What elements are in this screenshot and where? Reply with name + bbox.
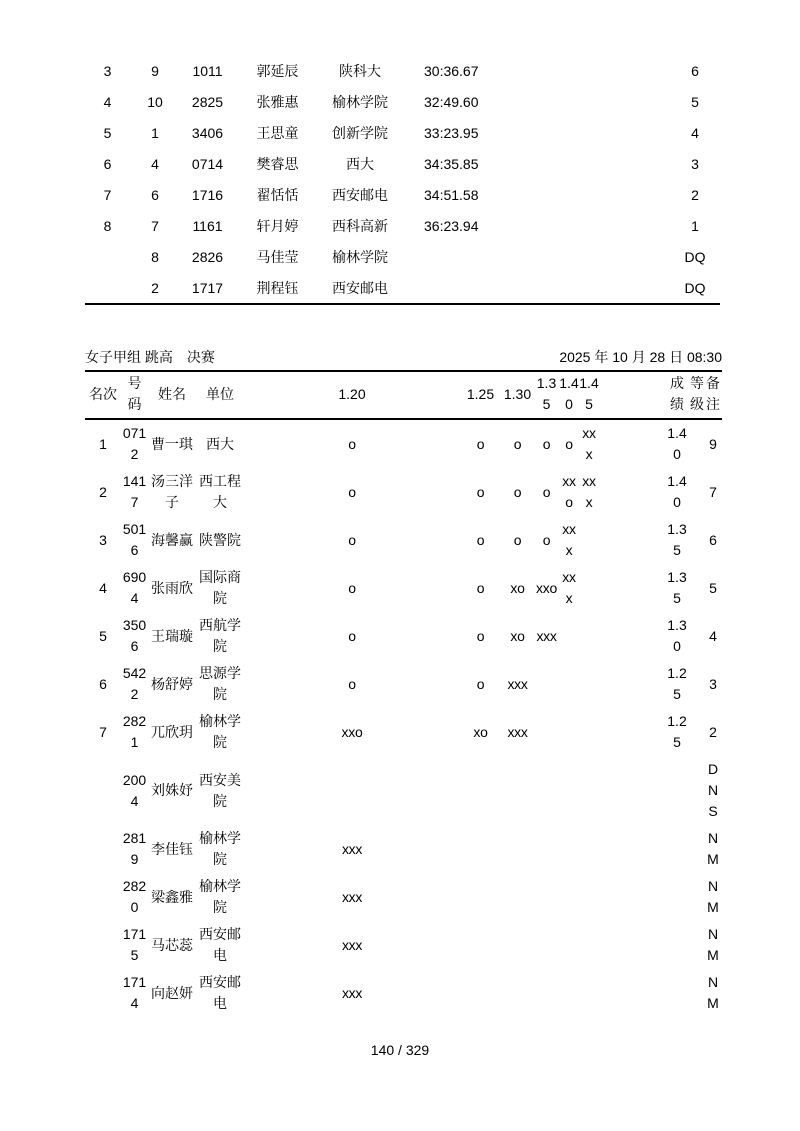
lane-cell: 9 xyxy=(151,62,159,79)
bib-cell: 1715 xyxy=(122,926,147,963)
points-cell: 2 xyxy=(691,186,699,203)
col-header-rank: 名次 xyxy=(89,385,117,402)
spacer-cell xyxy=(545,117,670,148)
result-cell: 1.25 xyxy=(667,665,687,702)
track-result-row xyxy=(85,272,720,304)
attempts-140-cell: xxo xyxy=(562,473,576,510)
team-cell: 西工程大 xyxy=(199,473,241,510)
athlete-name-cell: 李佳钰 xyxy=(151,840,193,857)
event-heading xyxy=(85,340,722,372)
bib-cell: 2820 xyxy=(122,878,147,915)
attempts-145-cell: xxx xyxy=(582,473,596,510)
athlete-name-cell: 张雅惠 xyxy=(256,93,299,110)
bib-cell: 1717 xyxy=(191,279,224,296)
spacer-cell xyxy=(545,241,670,272)
bib-cell: 3506 xyxy=(122,617,147,654)
result-cell: 1.40 xyxy=(667,473,687,510)
highjump-result-row xyxy=(85,660,722,708)
spacer-cell xyxy=(599,660,664,708)
grade-cell xyxy=(690,419,704,468)
athlete-name-cell: 兀欣玥 xyxy=(151,723,193,740)
spacer-cell xyxy=(599,564,664,612)
spacer-cell xyxy=(599,921,664,969)
attempts-130-cell: o xyxy=(513,531,522,548)
attempts-125-cell xyxy=(460,756,501,825)
highjump-result-row xyxy=(85,564,722,612)
col-header-height-120: 1.20 xyxy=(338,385,366,402)
attempts-120-cell: o xyxy=(348,675,356,692)
attempts-120-cell: o xyxy=(348,531,356,548)
attempts-145-cell xyxy=(579,756,599,825)
rank-cell xyxy=(85,969,121,1017)
athlete-name-cell: 张雨欣 xyxy=(151,579,193,596)
track-result-row xyxy=(85,117,720,148)
remark-cell: NM xyxy=(707,926,719,963)
attempts-120-cell: o xyxy=(348,483,356,500)
rank-cell: 6 xyxy=(99,675,107,692)
attempts-135-cell xyxy=(534,756,559,825)
points-cell: 6 xyxy=(691,62,699,79)
remark-cell: 2 xyxy=(709,723,717,740)
team-cell: 榆林学院 xyxy=(332,93,388,110)
team-cell: 西安美院 xyxy=(199,771,241,809)
result-cell xyxy=(664,756,690,825)
remark-cell: NM xyxy=(707,974,719,1011)
rank-cell: 3 xyxy=(99,531,107,548)
rank-cell xyxy=(85,921,121,969)
grade-cell xyxy=(690,825,704,873)
track-result-row xyxy=(85,210,720,241)
bib-cell: 1417 xyxy=(122,473,147,510)
attempts-125-cell: o xyxy=(476,579,485,596)
rank-cell xyxy=(85,756,121,825)
lane-cell: 4 xyxy=(151,155,159,172)
rank-cell xyxy=(85,873,121,921)
attempts-140-cell xyxy=(559,708,579,756)
attempts-130-cell xyxy=(501,921,534,969)
attempts-135-cell xyxy=(534,708,559,756)
spacer-cell xyxy=(545,55,670,86)
bib-cell: 2821 xyxy=(122,713,147,750)
attempts-135-cell: o xyxy=(542,483,551,500)
col-header-bib: 号码 xyxy=(127,375,142,412)
athlete-name-cell: 王思童 xyxy=(256,124,299,141)
spacer-cell xyxy=(599,969,664,1017)
result-cell: 1.35 xyxy=(667,569,687,606)
attempts-120-cell: o xyxy=(348,627,356,644)
attempts-130-cell: o xyxy=(513,483,522,500)
points-cell: 1 xyxy=(691,217,699,234)
team-cell: 陕警院 xyxy=(199,531,241,548)
attempts-120-cell: xxx xyxy=(341,984,363,1001)
col-header-grade: 等级 xyxy=(690,375,704,412)
rank-cell: 5 xyxy=(99,627,107,644)
spacer-cell xyxy=(599,516,664,564)
attempts-120-cell: o xyxy=(348,435,356,452)
page-number: 140 / 329 xyxy=(370,1042,430,1058)
grade-cell xyxy=(690,756,704,825)
attempts-125-cell: o xyxy=(476,627,485,644)
team-cell: 西航学院 xyxy=(199,617,241,654)
spacer-cell xyxy=(599,612,664,660)
attempts-135-cell: o xyxy=(542,531,551,548)
time-cell xyxy=(400,241,545,272)
col-header-result: 成绩 xyxy=(670,375,684,412)
spacer-cell xyxy=(599,419,664,468)
rank-cell: 4 xyxy=(99,579,107,596)
time-cell: 33:23.95 xyxy=(424,124,479,141)
col-header-name: 姓名 xyxy=(158,385,186,402)
lane-cell: 2 xyxy=(151,279,159,296)
attempts-130-cell xyxy=(501,825,534,873)
grade-cell xyxy=(690,873,704,921)
team-cell: 西大 xyxy=(346,155,374,172)
remark-cell: 4 xyxy=(709,627,717,644)
remark-cell: DNS xyxy=(707,761,719,819)
attempts-120-cell: o xyxy=(348,579,356,596)
spacer-cell xyxy=(545,86,670,117)
attempts-145-cell xyxy=(579,708,599,756)
athlete-name-cell: 海馨赢 xyxy=(151,531,193,548)
bib-cell: 1011 xyxy=(192,62,223,79)
team-cell: 榆林学院 xyxy=(199,830,241,867)
track-results-body xyxy=(85,55,720,304)
attempts-140-cell xyxy=(559,756,579,825)
bib-cell: 6904 xyxy=(122,569,147,606)
bib-cell: 1716 xyxy=(191,186,224,203)
time-cell xyxy=(400,272,545,304)
bib-cell: 3406 xyxy=(191,124,224,141)
attempts-145-cell xyxy=(579,564,599,612)
attempts-135-cell xyxy=(534,873,559,921)
result-cell xyxy=(664,921,690,969)
spacer-cell xyxy=(545,272,670,304)
time-cell: 36:23.94 xyxy=(424,217,479,234)
bib-cell: 2825 xyxy=(191,93,224,110)
remark-cell: 7 xyxy=(709,483,717,500)
attempts-135-cell: xxx xyxy=(536,627,557,644)
col-header-remark: 备注 xyxy=(706,375,720,412)
athlete-name-cell: 刘姝妤 xyxy=(151,782,193,798)
bib-cell: 5016 xyxy=(122,521,147,558)
track-result-row xyxy=(85,86,720,117)
col-header-height-145: 1.45 xyxy=(579,375,599,412)
attempts-130-cell xyxy=(501,873,534,921)
spacer-cell xyxy=(599,873,664,921)
attempts-135-cell xyxy=(534,660,559,708)
result-cell xyxy=(664,825,690,873)
grade-cell xyxy=(690,612,704,660)
attempts-145-cell xyxy=(579,921,599,969)
bib-cell: 2819 xyxy=(122,830,147,867)
attempts-130-cell xyxy=(501,756,534,825)
highjump-header-row xyxy=(85,370,722,419)
attempts-140-cell xyxy=(559,873,579,921)
grade-cell xyxy=(690,969,704,1017)
athlete-name-cell: 杨舒婷 xyxy=(151,675,193,692)
highjump-table-body xyxy=(85,419,722,1017)
points-cell: DQ xyxy=(684,279,706,296)
attempts-145-cell xyxy=(579,873,599,921)
attempts-125-cell xyxy=(460,969,501,1017)
rank-cell: 1 xyxy=(99,435,107,452)
col-header-height-135: 1.35 xyxy=(536,375,557,412)
athlete-name-cell: 向赵妍 xyxy=(151,984,193,1001)
attempts-130-cell: o xyxy=(513,435,522,452)
result-cell xyxy=(664,873,690,921)
lane-cell: 10 xyxy=(147,93,163,110)
athlete-name-cell: 翟恬恬 xyxy=(256,186,299,203)
highjump-result-row xyxy=(85,612,722,660)
grade-cell xyxy=(690,921,704,969)
bib-cell: 2004 xyxy=(122,771,147,809)
rank-cell: 2 xyxy=(99,483,107,500)
grade-cell xyxy=(690,564,704,612)
remark-cell: 9 xyxy=(709,435,717,452)
athlete-name-cell: 王瑞璇 xyxy=(151,627,193,644)
attempts-140-cell xyxy=(559,825,579,873)
rank-cell: 7 xyxy=(99,723,107,740)
time-cell: 34:51.58 xyxy=(424,186,479,203)
grade-cell xyxy=(690,708,704,756)
time-cell: 30:36.67 xyxy=(424,62,479,79)
points-cell: DQ xyxy=(684,248,706,265)
team-cell: 西科高新 xyxy=(332,217,388,234)
remark-cell: NM xyxy=(707,878,719,915)
rank-cell: 8 xyxy=(103,217,112,234)
time-cell: 34:35.85 xyxy=(424,155,479,172)
attempts-145-cell xyxy=(579,969,599,1017)
team-cell: 创新学院 xyxy=(332,124,388,141)
highjump-result-row xyxy=(85,921,722,969)
attempts-145-cell xyxy=(579,825,599,873)
lane-cell: 7 xyxy=(151,217,159,234)
attempts-125-cell xyxy=(460,921,501,969)
highjump-result-row xyxy=(85,516,722,564)
attempts-120-cell: xxx xyxy=(341,888,363,905)
attempts-130-cell: xo xyxy=(510,627,525,644)
time-cell: 32:49.60 xyxy=(424,93,479,110)
attempts-125-cell: o xyxy=(476,483,485,500)
remark-cell: NM xyxy=(707,830,719,867)
athlete-name-cell: 轩月婷 xyxy=(256,217,299,234)
highjump-result-row xyxy=(85,756,722,825)
grade-cell xyxy=(690,516,704,564)
spacer-cell xyxy=(599,468,664,516)
attempts-145-cell: xxx xyxy=(582,425,596,462)
attempts-120-cell: xxo xyxy=(341,723,363,740)
remark-cell: 6 xyxy=(709,531,717,548)
attempts-140-cell: xxx xyxy=(562,569,576,606)
team-cell: 榆林学院 xyxy=(332,248,388,265)
bib-cell: 1714 xyxy=(122,974,147,1011)
rank-cell: 5 xyxy=(103,124,112,141)
team-cell: 思源学院 xyxy=(199,665,241,702)
attempts-120-cell: xxx xyxy=(341,840,363,857)
attempts-135-cell xyxy=(534,969,559,1017)
spacer-cell xyxy=(545,210,670,241)
rank-cell xyxy=(85,272,130,304)
athlete-name-cell: 樊睿思 xyxy=(256,155,299,172)
attempts-140-cell xyxy=(559,660,579,708)
spacer-cell xyxy=(599,708,664,756)
attempts-120-cell xyxy=(244,756,460,825)
highjump-result-row xyxy=(85,468,722,516)
lane-cell: 8 xyxy=(151,248,159,265)
col-header-height-140: 1.40 xyxy=(559,375,579,412)
result-cell xyxy=(664,969,690,1017)
attempts-120-cell: xxx xyxy=(341,936,363,953)
attempts-130-cell: xxx xyxy=(507,675,528,692)
col-header-height-130: 1.30 xyxy=(503,385,532,402)
rank-cell: 7 xyxy=(103,186,112,203)
athlete-name-cell: 郭延辰 xyxy=(256,62,299,79)
rank-cell: 4 xyxy=(103,93,112,110)
rank-cell: 6 xyxy=(103,155,112,172)
highjump-result-row xyxy=(85,419,722,468)
highjump-results-table xyxy=(85,370,722,1017)
attempts-130-cell: xxx xyxy=(507,723,528,740)
highjump-result-row xyxy=(85,873,722,921)
grade-cell xyxy=(690,660,704,708)
bib-cell: 1161 xyxy=(192,217,223,234)
athlete-name-cell: 曹一琪 xyxy=(151,435,193,452)
event-title: 女子甲组 跳高 决赛 xyxy=(85,349,215,365)
result-cell: 1.30 xyxy=(667,617,687,654)
attempts-125-cell xyxy=(460,873,501,921)
team-cell: 陕科大 xyxy=(339,62,381,79)
team-cell: 榆林学院 xyxy=(199,878,241,915)
highjump-table-head xyxy=(85,370,722,419)
points-cell: 3 xyxy=(691,155,699,172)
attempts-140-cell xyxy=(559,612,579,660)
attempts-125-cell xyxy=(460,825,501,873)
points-cell: 4 xyxy=(691,124,699,141)
bib-cell: 0714 xyxy=(191,155,224,172)
event-datetime: 2025 年 10 月 28 日 08:30 xyxy=(559,349,722,365)
athlete-name-cell: 汤三洋子 xyxy=(151,473,193,510)
attempts-125-cell: o xyxy=(476,531,485,548)
athlete-name-cell: 荆程钰 xyxy=(256,279,299,296)
spacer-cell xyxy=(545,179,670,210)
highjump-result-row xyxy=(85,708,722,756)
result-cell: 1.35 xyxy=(667,521,687,558)
points-cell: 5 xyxy=(691,93,699,110)
spacer-cell xyxy=(545,148,670,179)
spacer-cell xyxy=(599,756,664,825)
rank-cell xyxy=(85,241,130,272)
team-cell: 国际商院 xyxy=(199,569,241,606)
attempts-135-cell: o xyxy=(542,435,551,452)
highjump-result-row xyxy=(85,969,722,1017)
track-result-row xyxy=(85,148,720,179)
rank-cell xyxy=(85,825,121,873)
attempts-125-cell: o xyxy=(476,435,485,452)
attempts-130-cell: xo xyxy=(510,579,525,596)
grade-cell xyxy=(690,468,704,516)
attempts-145-cell xyxy=(579,612,599,660)
team-cell: 西安邮电 xyxy=(332,279,388,296)
attempts-140-cell: o xyxy=(565,435,573,452)
team-cell: 榆林学院 xyxy=(199,713,241,750)
attempts-140-cell xyxy=(559,969,579,1017)
athlete-name-cell: 马芯蕊 xyxy=(151,936,193,953)
bib-cell: 2826 xyxy=(191,248,224,265)
col-header-unit: 单位 xyxy=(206,385,234,402)
spacer-cell xyxy=(599,825,664,873)
lane-cell: 6 xyxy=(151,186,159,203)
track-result-row xyxy=(85,179,720,210)
attempts-125-cell: xo xyxy=(473,723,488,740)
lane-cell: 1 xyxy=(151,124,159,141)
attempts-145-cell xyxy=(579,516,599,564)
remark-cell: 5 xyxy=(709,579,717,596)
bib-cell: 5422 xyxy=(122,665,147,702)
col-header-height-125: 1.25 xyxy=(466,385,495,402)
attempts-135-cell xyxy=(534,921,559,969)
attempts-130-cell xyxy=(501,969,534,1017)
rank-cell: 3 xyxy=(103,62,112,79)
remark-cell: 3 xyxy=(709,675,717,692)
attempts-125-cell: o xyxy=(476,675,485,692)
team-cell: 西安邮电 xyxy=(199,974,241,1011)
attempts-135-cell xyxy=(534,825,559,873)
result-cell: 1.40 xyxy=(667,425,687,462)
attempts-140-cell xyxy=(559,921,579,969)
team-cell: 西大 xyxy=(206,435,234,452)
attempts-145-cell xyxy=(579,660,599,708)
col-header-spacer xyxy=(599,370,664,419)
attempts-140-cell: xxx xyxy=(562,521,576,558)
result-cell: 1.25 xyxy=(667,713,687,750)
track-result-row xyxy=(85,55,720,86)
team-cell: 西安邮电 xyxy=(199,926,241,963)
track-results-table xyxy=(85,55,720,305)
attempts-135-cell: xxo xyxy=(536,579,557,596)
bib-cell: 0712 xyxy=(122,425,147,462)
team-cell: 西安邮电 xyxy=(332,186,388,203)
athlete-name-cell: 马佳莹 xyxy=(256,248,299,265)
highjump-result-row xyxy=(85,825,722,873)
athlete-name-cell: 梁鑫雅 xyxy=(151,888,193,905)
track-result-row xyxy=(85,241,720,272)
